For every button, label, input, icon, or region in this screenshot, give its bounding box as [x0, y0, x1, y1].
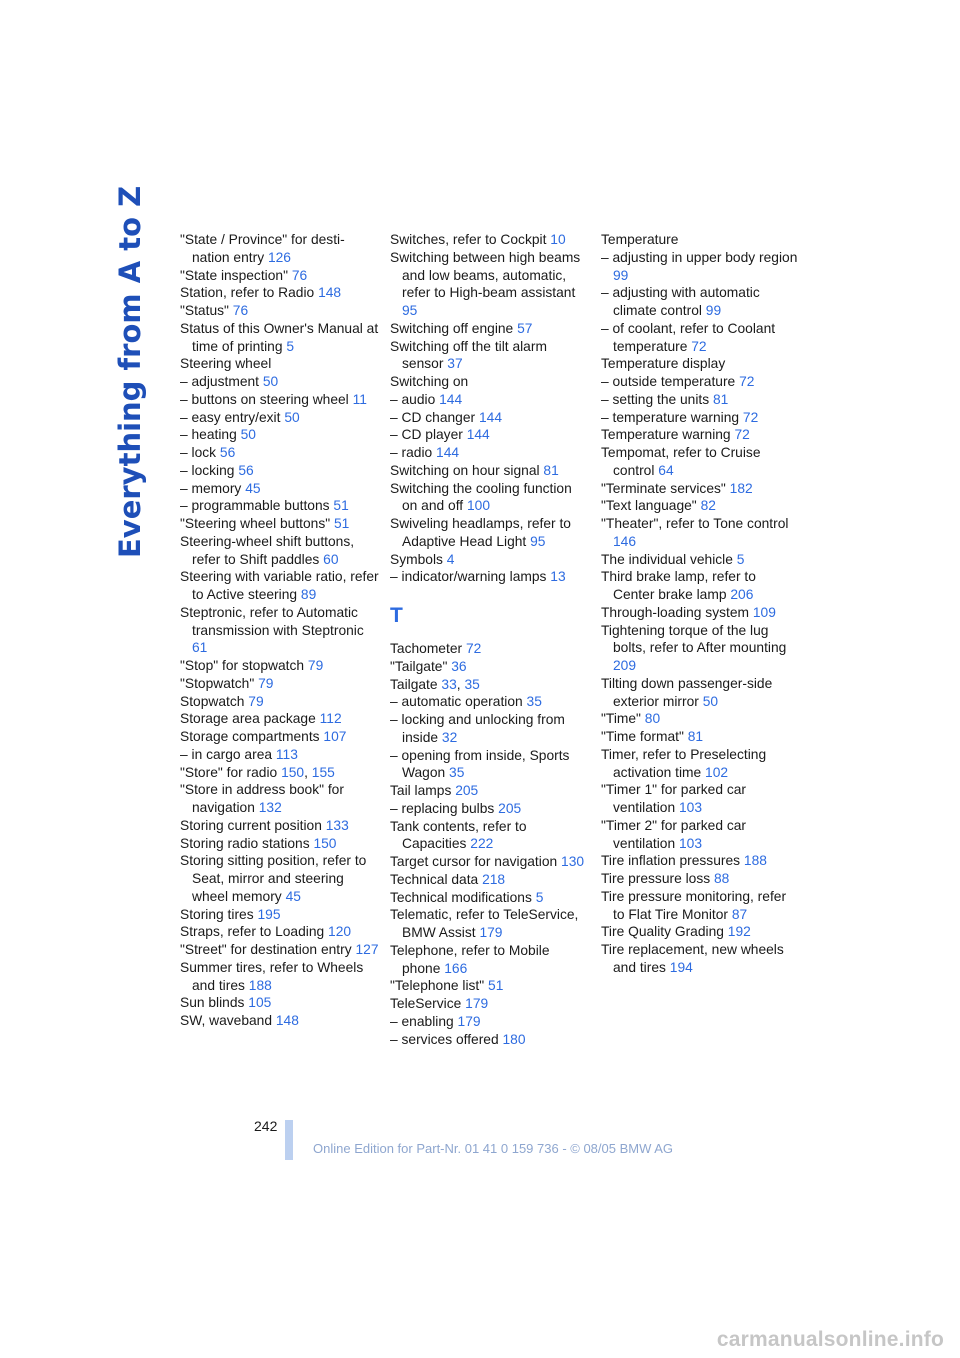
index-entry [601, 728, 801, 746]
index-entry [390, 444, 590, 462]
index-entry [601, 941, 801, 977]
page-reference-link[interactable]: 81 [543, 462, 559, 478]
page-reference-link[interactable]: 95 [402, 303, 418, 318]
index-entry [390, 889, 590, 907]
index-entry-text: TeleService [390, 996, 462, 1011]
index-entry-text: – programmable buttons [180, 498, 330, 514]
index-entry-text: "Theater", refer to Tone control [601, 516, 789, 531]
page-reference-link[interactable]: 13 [550, 569, 566, 585]
index-entry [601, 426, 801, 444]
page-reference-link[interactable]: 72 [742, 409, 759, 425]
index-entry [180, 533, 380, 569]
index-entry-text: Summer tires, refer to Wheels and tires [180, 959, 364, 993]
footer-edition-text: Online Edition for Part-Nr. 01 41 0 159 736 - © 08/05 BMW AG [313, 1141, 674, 1156]
index-entry-text: Tilting down passenger-side exterior mirror [601, 675, 773, 709]
page-reference-link[interactable]: 99 [613, 267, 629, 283]
page-reference-link[interactable]: 150 [313, 835, 337, 851]
page-reference-link[interactable]: 11 [352, 391, 367, 407]
page-reference-link[interactable]: 148 [275, 1013, 299, 1028]
page-reference-link[interactable]: 5 [286, 338, 295, 354]
index-entry [390, 800, 590, 818]
index-entry [180, 994, 380, 1012]
index-entry-text: Switches, refer to Cockpit [390, 232, 547, 247]
index-entry [390, 568, 590, 586]
index-entry-text: Storage area package [180, 711, 316, 727]
index-entry-text: Temperature display [601, 356, 726, 372]
index-entry-text: Tire pressure loss [601, 871, 711, 886]
page-number: 242 [254, 1118, 278, 1134]
index-entry-text: Tightening torque of the lug bolts, refer to After mounting [601, 622, 787, 656]
page-reference-link[interactable]: 76 [291, 267, 308, 283]
page-reference-link[interactable]: 206 [730, 587, 754, 602]
index-entry [180, 284, 380, 302]
page-reference-link[interactable]: 89 [300, 587, 317, 602]
page-reference-link[interactable]: 56 [219, 445, 236, 460]
index-entry-text: Storing tires [180, 906, 254, 922]
index-entry [390, 853, 590, 871]
page-reference-link[interactable]: 60 [323, 551, 339, 567]
index-entry-text: "Stopwatch" [180, 675, 255, 691]
index-entry-text: Switching off the tilt alarm sensor [390, 338, 547, 372]
page-reference-link[interactable]: 113 [275, 746, 298, 762]
section-title-vertical: Everything from A to Z [113, 185, 147, 558]
index-entry [180, 568, 380, 604]
index-entry-text: "State / Province" for desti-nation entry [180, 232, 345, 265]
index-entry [601, 497, 801, 515]
index-entry-text: Stopwatch [180, 693, 245, 709]
index-entry-text: Technical data [390, 871, 479, 887]
index-entry [390, 747, 590, 783]
index-entry [180, 515, 380, 533]
index-entry-text: Tempomat, refer to Cruise control [601, 445, 761, 478]
index-entry [390, 551, 590, 569]
index-entry-text: Temperature [601, 232, 679, 247]
index-entry-text: "Timer 1" for parked car ventilation [601, 782, 746, 815]
index-entry-text: – CD player [390, 427, 463, 443]
page-ref-separator: , [304, 764, 308, 780]
index-entry-text: – outside temperature [601, 374, 736, 389]
index-entry [390, 640, 590, 658]
page-reference-link[interactable]: 79 [258, 675, 274, 691]
index-entry-text: Temperature warning [601, 427, 731, 443]
index-entry-text: Tachometer [390, 641, 463, 656]
page-reference-link[interactable]: 35 [526, 694, 542, 710]
index-entry-text: – enabling [390, 1013, 454, 1029]
index-entry [180, 959, 380, 995]
index-entry-text: Tire Quality Grading [601, 924, 724, 940]
index-entry-text: – indicator/warning lamps [390, 569, 547, 585]
index-entry [601, 781, 801, 817]
index-entry [180, 835, 380, 853]
page-reference-link[interactable]: 56 [238, 462, 254, 478]
page-reference-link[interactable]: 36 [451, 658, 467, 674]
page-reference-link[interactable]: 103 [678, 800, 703, 815]
page-reference-link[interactable]: 10 [550, 232, 566, 247]
index-entry-text: "Store" for radio [180, 764, 278, 780]
index-entry [390, 426, 590, 444]
index-entry-text: – temperature warning [601, 409, 740, 425]
index-entry [180, 302, 380, 320]
page-reference-link[interactable]: 148 [318, 285, 342, 301]
index-entry [601, 622, 801, 675]
index-entry-text: Telephone, refer to Mobile phone [390, 942, 550, 976]
index-entry-text: – in cargo area [180, 746, 273, 762]
index-entry-text: – of coolant, refer to Coolant temperature [601, 320, 776, 354]
page-reference-link[interactable]: 102 [705, 764, 729, 780]
index-entry-text: "Timer 2" for parked car ventilation [601, 817, 746, 851]
index-entry [601, 231, 801, 249]
page-reference-link[interactable]: 50 [702, 693, 719, 709]
page-reference-link[interactable]: 72 [465, 641, 482, 656]
page-reference-link[interactable]: 88 [713, 871, 730, 886]
index-entry-text: – CD changer [390, 409, 476, 425]
page-reference-link[interactable]: 51 [333, 498, 349, 514]
index-entry [390, 871, 590, 889]
index-entry [180, 1012, 380, 1030]
page-reference-link[interactable]: 81 [713, 391, 729, 407]
index-entry [180, 941, 380, 959]
page-reference-link[interactable]: 72 [734, 427, 750, 443]
page-reference-link[interactable]: 45 [245, 480, 261, 496]
page-reference-link[interactable]: 222 [470, 836, 494, 852]
index-entry [180, 480, 380, 498]
index-entry [180, 320, 380, 356]
page-reference-link[interactable]: 79 [248, 693, 264, 709]
index-entry-text: Steptronic, refer to Automatic transmission with Steptronic [180, 604, 364, 638]
page-reference-link[interactable]: 166 [444, 960, 468, 976]
index-entry [390, 906, 590, 942]
page-reference-link[interactable]: 5 [535, 889, 544, 905]
page-reference-link[interactable]: 33 [441, 676, 457, 692]
page-reference-link[interactable]: 72 [691, 338, 707, 354]
page-reference-link[interactable]: 80 [644, 711, 661, 727]
index-entry [180, 906, 380, 924]
page-reference-link[interactable]: 194 [669, 959, 693, 975]
index-entry-text: – adjusting with automatic climate control [601, 285, 760, 318]
index-entry [601, 515, 801, 551]
page-reference-link[interactable]: 127 [355, 942, 379, 957]
page-reference-link[interactable]: 150 [281, 764, 305, 780]
page-reference-link[interactable]: 45 [285, 888, 301, 904]
index-entry [180, 497, 380, 515]
index-entry [601, 710, 801, 728]
index-entry [180, 817, 380, 835]
index-entry-text: – easy entry/exit [180, 409, 281, 425]
page-reference-link[interactable]: 205 [498, 800, 522, 816]
index-entry-text: "Tailgate" [390, 658, 448, 674]
index-entry-text: – replacing bulbs [390, 800, 495, 816]
index-entry-text: "Street" for destination entry [180, 942, 352, 957]
index-column-1 [180, 231, 380, 1030]
index-entry [390, 320, 590, 338]
page-reference-link[interactable]: 61 [192, 640, 208, 656]
index-entry-text: Steering-wheel shift buttons, refer to Shift paddles [180, 533, 355, 567]
index-entry [180, 728, 380, 746]
index-entry-text: Tire pressure monitoring, refer to Flat Tire Monitor [601, 888, 787, 922]
page-reference-link[interactable]: 133 [325, 817, 349, 833]
index-entry [601, 249, 801, 285]
page-reference-link[interactable]: 132 [258, 800, 282, 815]
index-entry-text: – audio [390, 391, 436, 407]
index-entry [601, 480, 801, 498]
index-entry [390, 391, 590, 409]
page-reference-link[interactable]: 146 [613, 533, 637, 549]
index-column-2 [390, 231, 590, 1048]
page-reference-link[interactable]: 35 [449, 765, 465, 781]
index-entry-text: Steering wheel [180, 356, 272, 372]
index-entry-text: Through-loading system [601, 604, 750, 620]
index-entry [601, 604, 801, 622]
index-entry [390, 409, 590, 427]
index-entry-text: – adjustment [180, 374, 259, 389]
index-entry [180, 355, 380, 373]
page-reference-link[interactable]: 50 [284, 409, 300, 425]
page-reference-link[interactable]: 99 [705, 303, 722, 318]
index-entry-text: – setting the units [601, 391, 710, 407]
index-entry-text: "Terminate services" [601, 480, 726, 496]
index-entry-text: – heating [180, 427, 237, 443]
index-entry [601, 409, 801, 427]
index-entry-text: Storage compartments [180, 729, 320, 744]
index-entry [390, 462, 590, 480]
page-reference-link[interactable]: 105 [248, 995, 272, 1011]
index-letter-heading: T [390, 604, 403, 627]
page-reference-link[interactable]: 5 [736, 551, 745, 567]
page-reference-link[interactable]: 32 [441, 729, 458, 745]
page-reference-link[interactable]: 72 [739, 374, 755, 389]
index-entry [601, 675, 801, 711]
index-entry [180, 373, 380, 391]
index-entry [180, 426, 380, 444]
index-entry-text: Technical modifications [390, 889, 532, 905]
index-entry [390, 373, 590, 391]
page-reference-link[interactable]: 155 [311, 764, 335, 780]
index-entry-text: Swiveling headlamps, refer to Adaptive Head Light [390, 516, 571, 549]
index-entry-text: "Status" [180, 303, 229, 318]
page-reference-link[interactable]: 95 [530, 533, 546, 549]
page-reference-link[interactable]: 57 [517, 320, 533, 336]
page-reference-link[interactable]: 144 [466, 427, 490, 443]
page-reference-link[interactable]: 112 [319, 711, 342, 727]
page-reference-link[interactable]: 51 [334, 516, 350, 531]
index-entry-text: Sun blinds [180, 995, 245, 1011]
page-reference-link[interactable]: 64 [658, 462, 674, 478]
index-entry-text: Tank contents, refer to Capacities [390, 818, 527, 852]
index-entry [601, 284, 801, 320]
index-entry-text: Symbols [390, 551, 443, 567]
index-entry-text: "Telephone list" [390, 978, 485, 994]
index-entry-text: Third brake lamp, refer to Center brake lamp [601, 569, 756, 602]
index-entry [390, 338, 590, 374]
index-entry [390, 711, 590, 747]
index-entry [601, 444, 801, 480]
index-entry-text: Storing current position [180, 817, 322, 833]
index-entry [601, 852, 801, 870]
index-entry [180, 746, 380, 764]
page-reference-link[interactable]: 109 [752, 604, 776, 620]
page-reference-link[interactable]: 209 [613, 658, 637, 673]
index-entry [601, 373, 801, 391]
index-entry [390, 480, 590, 516]
index-entry-text: Timer, refer to Preselecting activation time [601, 746, 767, 780]
index-entry-text: Status of this Owner's Manual at time of printing [180, 320, 379, 354]
index-entry-text: – locking and unlocking from inside [390, 712, 565, 745]
index-entry-text: – locking [180, 462, 235, 478]
index-entry [601, 320, 801, 356]
page-reference-link[interactable]: 205 [455, 783, 479, 798]
index-entry [601, 888, 801, 924]
index-entry-text: – automatic operation [390, 694, 523, 710]
index-entry [390, 1031, 590, 1049]
page-reference-link[interactable]: 4 [446, 551, 455, 567]
index-entry-text: "Text language" [601, 498, 697, 514]
index-entry [180, 231, 380, 267]
index-entry [390, 231, 590, 249]
index-entry-text: – adjusting in upper body region [601, 249, 798, 265]
page-reference-link[interactable]: 180 [502, 1031, 526, 1047]
index-entry [180, 781, 380, 817]
index-entry-text: "State inspection" [180, 267, 288, 283]
index-entry [180, 657, 380, 675]
index-entry [180, 462, 380, 480]
index-entry-text: Storing sitting position, refer to Seat, mirror and steering wheel memory [180, 853, 367, 904]
page-reference-link[interactable]: 100 [466, 498, 490, 514]
page-reference-link[interactable]: 144 [436, 445, 460, 460]
page-reference-link[interactable]: 188 [743, 853, 767, 869]
index-entry-text: "Store in address book" for navigation [180, 782, 344, 815]
index-entry [390, 782, 590, 800]
index-entry [180, 693, 380, 711]
index-entry-text: Telematic, refer to TeleService, BMW Assist [390, 907, 579, 940]
index-entry [390, 942, 590, 978]
index-entry-text: SW, waveband [180, 1013, 273, 1028]
index-entry-text: Tire replacement, new wheels and tires [601, 942, 784, 975]
index-entry-text: Station, refer to Radio [180, 285, 315, 301]
index-entry [180, 923, 380, 941]
index-entry-text: Straps, refer to Loading [180, 924, 325, 940]
index-entry [390, 693, 590, 711]
index-entry-text: – services offered [390, 1031, 499, 1047]
index-entry [601, 551, 801, 569]
page-reference-link[interactable]: 218 [482, 871, 506, 887]
index-entry-text: – radio [390, 445, 433, 460]
footer-accent-bar [285, 1120, 293, 1160]
page-reference-link[interactable]: 82 [700, 498, 716, 514]
page-reference-link[interactable]: 81 [687, 729, 704, 744]
index-entry-text: – opening from inside, Sports Wagon [390, 747, 570, 781]
index-entry [390, 995, 590, 1013]
page-reference-link[interactable]: 107 [323, 729, 347, 744]
index-entry [390, 658, 590, 676]
watermark: carmanualsonline.info [716, 1328, 944, 1351]
index-entry [390, 977, 590, 995]
index-entry [601, 817, 801, 853]
index-entry [390, 515, 590, 551]
index-entry-text: – memory [180, 480, 242, 496]
page-reference-link[interactable]: 37 [447, 356, 463, 372]
index-entry [180, 675, 380, 693]
index-entry-text: Switching off engine [390, 320, 514, 336]
index-entry [601, 355, 801, 373]
index-entry-text: "Steering wheel buttons" [180, 516, 331, 531]
index-entry-text: The individual vehicle [601, 551, 733, 567]
index-entry [390, 249, 590, 320]
page-reference-link[interactable]: 120 [328, 924, 352, 940]
index-entry [390, 1013, 590, 1031]
index-entry-text: Switching on hour signal [390, 462, 540, 478]
index-entry-text: – buttons on steering wheel [180, 391, 349, 407]
index-entry-text: Tail lamps [390, 783, 452, 798]
page-reference-link[interactable]: 179 [479, 925, 503, 940]
page-reference-link[interactable]: 50 [262, 374, 279, 389]
index-entry [180, 444, 380, 462]
index-entry [180, 710, 380, 728]
page-reference-link[interactable]: 179 [457, 1013, 481, 1029]
index-entry-text: Target cursor for navigation [390, 854, 558, 869]
page-reference-link[interactable]: 130 [561, 854, 585, 869]
index-entry-text: Tire inflation pressures [601, 853, 741, 869]
page-reference-link[interactable]: 179 [465, 996, 489, 1011]
index-entry [601, 746, 801, 782]
index-entry [180, 267, 380, 285]
page-reference-link[interactable]: 87 [731, 906, 748, 922]
index-entry-text: "Stop" for stopwatch [180, 658, 305, 673]
page-reference-link[interactable]: 195 [257, 906, 281, 922]
page-reference-link[interactable]: 192 [727, 924, 751, 940]
index-entry-text: – lock [180, 445, 217, 460]
index-entry [390, 676, 590, 694]
index-entry [601, 391, 801, 409]
index-entry-text: "Time format" [601, 729, 684, 744]
page-reference-link[interactable]: 188 [248, 977, 272, 993]
page-reference-link[interactable]: 51 [488, 978, 504, 994]
index-entry-text: Switching on [390, 374, 469, 389]
page-ref-separator: , [456, 676, 461, 692]
index-entry-text: "Time" [601, 711, 641, 727]
index-entry [601, 923, 801, 941]
index-entry [180, 764, 380, 782]
page-reference-link[interactable]: 79 [307, 658, 324, 673]
index-entry-text: Tailgate [390, 676, 438, 692]
page-reference-link[interactable]: 126 [267, 249, 291, 265]
page-reference-link[interactable]: 50 [240, 427, 256, 443]
page-reference-link[interactable]: 103 [678, 835, 703, 851]
index-entry-text: Storing radio stations [180, 835, 310, 851]
index-entry-text: Steering with variable ratio, refer to Active steering [180, 569, 379, 602]
page-reference-link[interactable]: 182 [729, 480, 753, 496]
index-entry [180, 391, 380, 409]
index-column-3 [601, 231, 801, 977]
index-entry [180, 409, 380, 427]
page-reference-link[interactable]: 144 [478, 409, 503, 425]
index-entry [180, 852, 380, 905]
page-reference-link[interactable]: 35 [464, 676, 480, 692]
page-reference-link[interactable]: 144 [439, 391, 463, 407]
page-reference-link[interactable]: 76 [232, 303, 249, 318]
index-entry [390, 818, 590, 854]
index-entry [180, 604, 380, 657]
index-entry-text: Switching between high beams and low beams, automatic, refer to High-beam assistant [390, 249, 581, 301]
index-entry-text: Switching the cooling function on and off [390, 480, 572, 514]
index-entry [601, 870, 801, 888]
index-entry [601, 568, 801, 604]
